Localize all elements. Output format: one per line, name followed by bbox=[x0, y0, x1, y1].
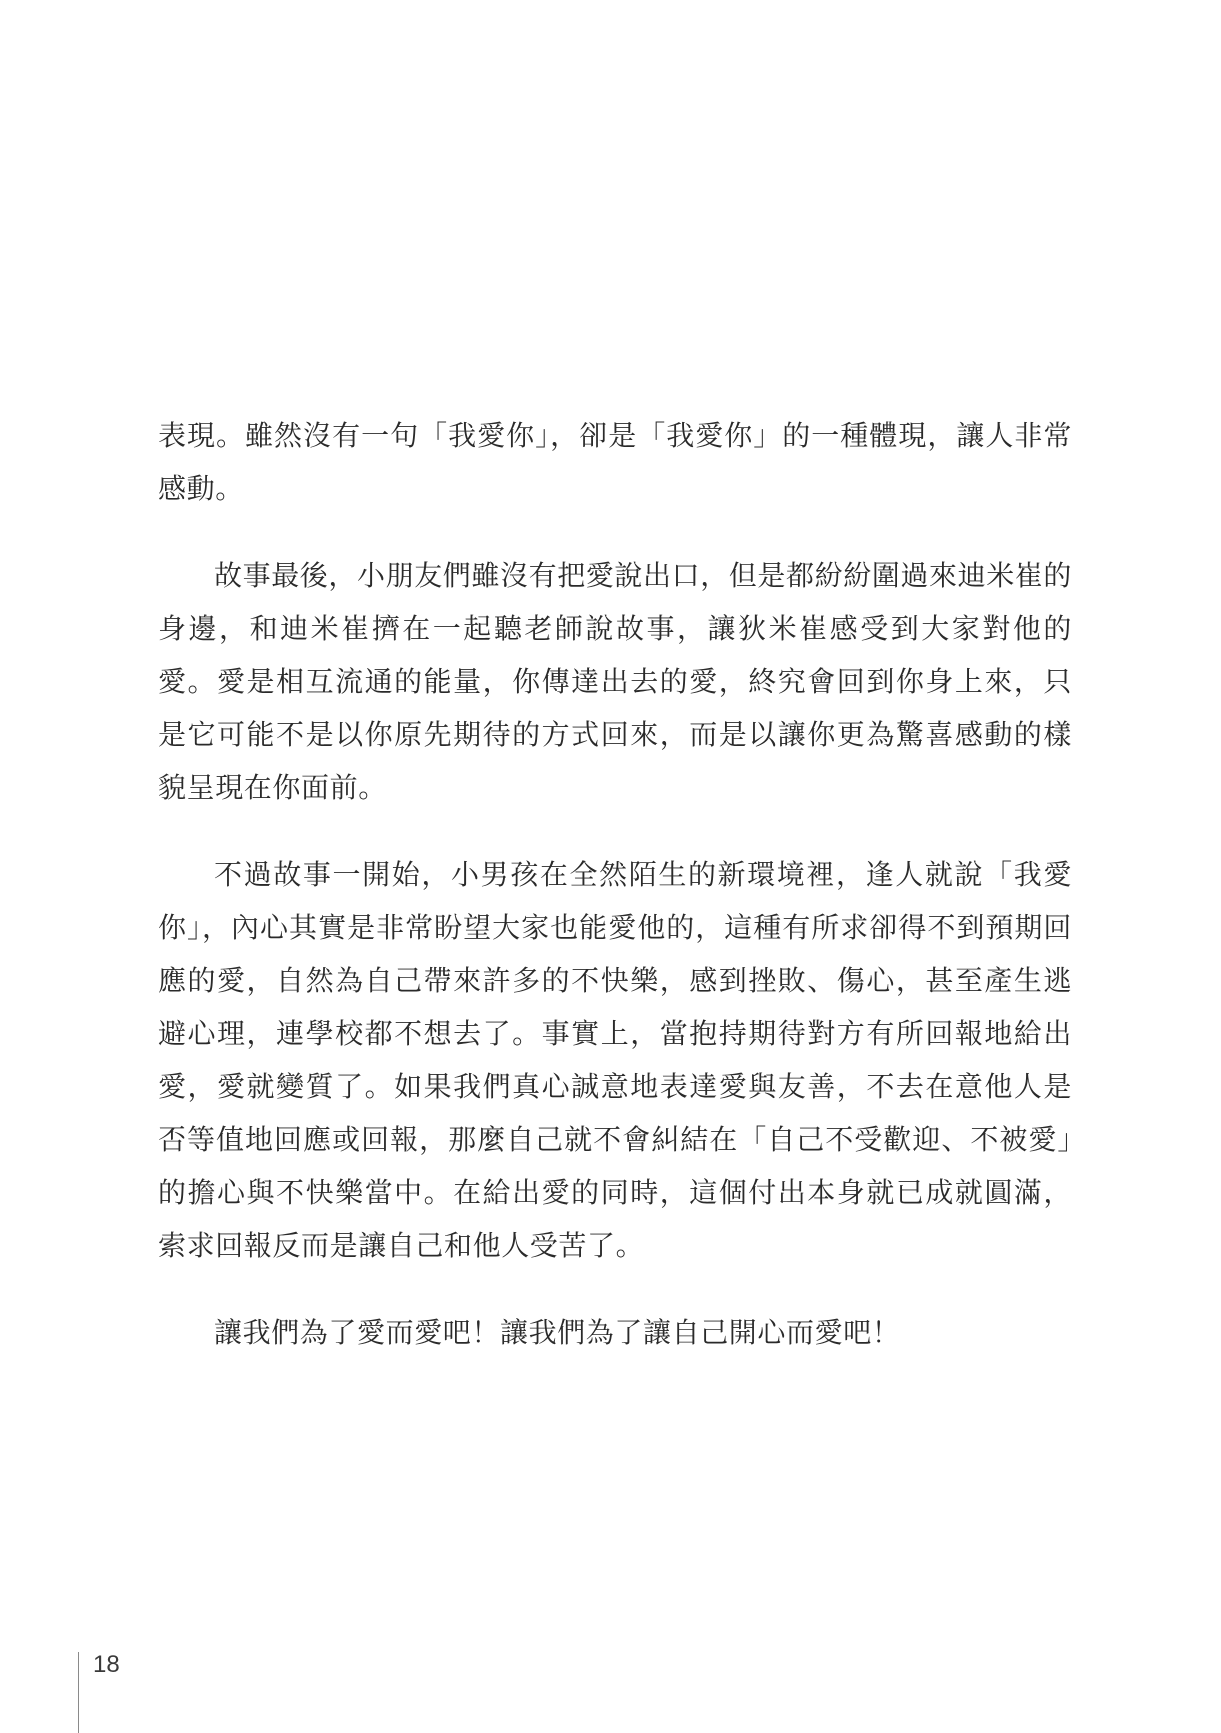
paragraph-4: 讓我們為了愛而愛吧！讓我們為了讓自己開心而愛吧！ bbox=[214, 1316, 901, 1349]
paragraph-3: 不過故事一開始，小男孩在全然陌生的新環境裡，逢人就說「我愛你」，內心其實是非常盼望大家也能愛他的，這種有所求卻得不到預期回應的愛，自然為自己帶來許多的不快樂，感到挫敗、傷心，甚至產生逃避心理，連學校都不想去了。事實上，當抱持期待對方有所回報地給出愛，愛就變質了。如果我們真心誠意地表達愛與友善，不去在意他人是否等值地回應或回報，那麼自己就不會糾結在「自己不受歡迎、不被愛」的擔心與不快樂當中。在給出愛的同時，這個付出本身就已成就圓滿，索求回報反而是讓自己和他人受苦了。 bbox=[158, 858, 1072, 1262]
body-text bbox=[158, 409, 1072, 1393]
page-number: 18 bbox=[93, 1651, 120, 1678]
page-margin-rule bbox=[78, 1652, 79, 1733]
paragraph-2: 故事最後，小朋友們雖沒有把愛說出口，但是都紛紛圍過來迪米崔的身邊，和迪米崔擠在一起聽老師說故事，讓狄米崔感受到大家對他的愛。愛是相互流通的能量，你傳達出去的愛，終究會回到你身上來，只是它可能不是以你原先期待的方式回來，而是以讓你更為驚喜感動的樣貌呈現在你面前。 bbox=[158, 559, 1073, 804]
paragraph-1: 表現。雖然沒有一句「我愛你」，卻是「我愛你」的一種體現，讓人非常感動。 bbox=[158, 419, 1072, 505]
